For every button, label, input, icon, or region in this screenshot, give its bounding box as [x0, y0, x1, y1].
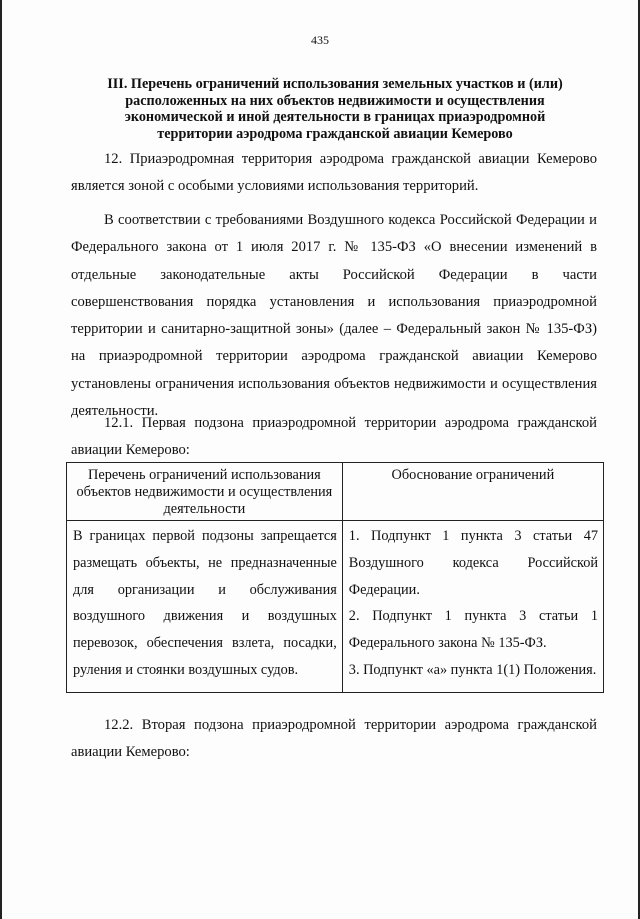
section-heading: III. Перечень ограничений использования земельных участков и (или) расположенных на них объектов недвижимости и осуществления экономической и иной деятельности в границах приаэродромной территории аэродрома гражданской авиации Кемерово: [107, 76, 563, 142]
table-cell-restriction: В границах первой подзоны запрещается размещать объекты, не предназначенные для организации и обслуживания воздушного движения и воздушных перевозок, обеспечения взлета, посадки, руления и стоянки воздушных судов.: [67, 521, 343, 693]
table-header-row: [67, 463, 604, 521]
paragraph-12: 12. Приаэродромная территория аэродрома гражданской авиации Кемерово является зоной с особыми условиями использования территорий.: [71, 151, 597, 195]
table-row: [67, 521, 604, 693]
basis-item-3: 3. Подпункт «а» пункта 1(1) Положения.: [348, 661, 597, 678]
table-cell-basis: [342, 521, 603, 693]
basis-item-1: 1. Подпункт 1 пункта 3 статьи 47 Воздушного кодекса Российской Федерации.: [348, 528, 598, 598]
paragraph-12-1: 12.1. Первая подзона приаэродромной территории аэродрома гражданской авиации Кемерово:: [71, 415, 597, 459]
basis-item-2: 2. Подпункт 1 пункта 3 статьи 1 Федерального закона № 135-ФЗ.: [348, 608, 598, 652]
paragraph-12-2: 12.2. Вторая подзона приаэродромной территории аэродрома гражданской авиации Кемерово:: [71, 717, 597, 761]
paragraph-legal-basis: В соответствии с требованиями Воздушного кодекса Российской Федерации и Федерального закона от 1 июля 2017 г. № 135-ФЗ «О внесении изменений в отдельные законодательные акты Российской Федерации в части совершенствования порядка установления и использования приаэродромной территории и санитарно-защитной зоны» (далее – Федеральный закон № 135-ФЗ) на приаэродромной территории аэродрома гражданской авиации Кемерово установлены ограничения использования объектов недвижимости и осуществления деятельности.: [71, 212, 597, 420]
table-header-restrictions: Перечень ограничений использования объектов недвижимости и осуществления деятельности: [67, 463, 343, 521]
table-header-basis: Обоснование ограничений: [342, 463, 603, 521]
scan-border-left: [0, 0, 2, 919]
restrictions-table: [66, 462, 604, 693]
page-number: 435: [311, 33, 329, 47]
